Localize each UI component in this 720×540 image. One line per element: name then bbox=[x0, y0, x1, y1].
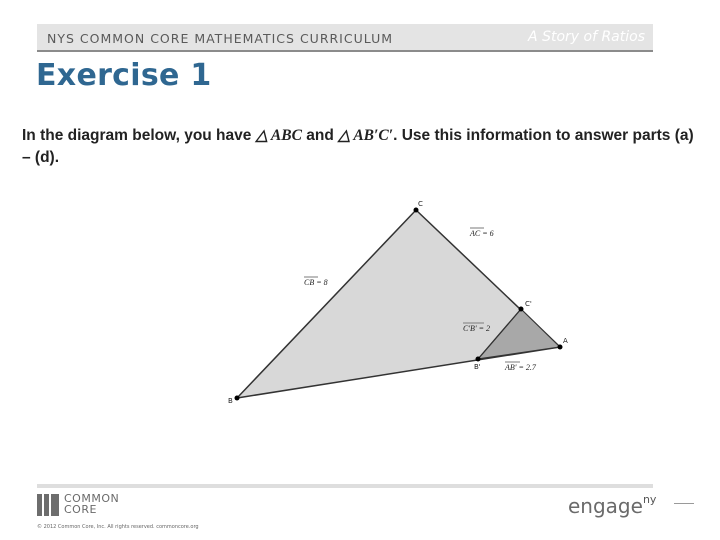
logo-text-bottom: CORE bbox=[64, 503, 97, 516]
triangle-abprime-cprime: △ AB′C′ bbox=[338, 127, 394, 144]
common-core-logo-text bbox=[64, 493, 119, 515]
engage-text: engage bbox=[568, 494, 643, 518]
story-label: A Story of Ratios bbox=[528, 29, 645, 45]
measure-ac: AC = 6 bbox=[470, 229, 494, 238]
footer-bar bbox=[37, 484, 653, 488]
label-bprime: B' bbox=[474, 363, 481, 371]
label-c: C bbox=[418, 200, 423, 208]
instructions-text-2: . Use this information to answer parts (a) – (d). bbox=[22, 127, 694, 166]
vertex-b bbox=[235, 396, 240, 401]
label-b: B bbox=[228, 397, 233, 405]
page-title: Exercise 1 bbox=[36, 58, 212, 93]
vertex-c bbox=[414, 208, 419, 213]
instructions-text-1: In the diagram below, you have bbox=[22, 127, 256, 144]
measure-cprime-bprime: C'B' = 2 bbox=[463, 324, 491, 333]
vertex-cprime bbox=[519, 307, 524, 312]
instructions-and: and bbox=[301, 127, 339, 144]
vertex-bprime bbox=[476, 357, 481, 362]
measure-cb: CB = 8 bbox=[304, 278, 328, 287]
copyright: © 2012 Common Core, Inc. All rights reserved. commoncore.org bbox=[37, 524, 199, 530]
label-a: A bbox=[563, 337, 568, 345]
triangle-abc: △ ABC bbox=[255, 127, 302, 144]
footer-divider bbox=[674, 503, 694, 504]
logo-text-top: COMMON bbox=[64, 492, 120, 505]
curriculum-label: NYS COMMON CORE MATHEMATICS CURRICULUM bbox=[47, 31, 394, 46]
measure-abprime: AB' = 2.7 bbox=[505, 363, 536, 372]
engageny-logo bbox=[568, 494, 656, 518]
vertex-a bbox=[558, 345, 563, 350]
engage-sup: ny bbox=[642, 493, 657, 507]
label-cprime: C' bbox=[525, 300, 532, 308]
common-core-logo bbox=[37, 494, 137, 518]
